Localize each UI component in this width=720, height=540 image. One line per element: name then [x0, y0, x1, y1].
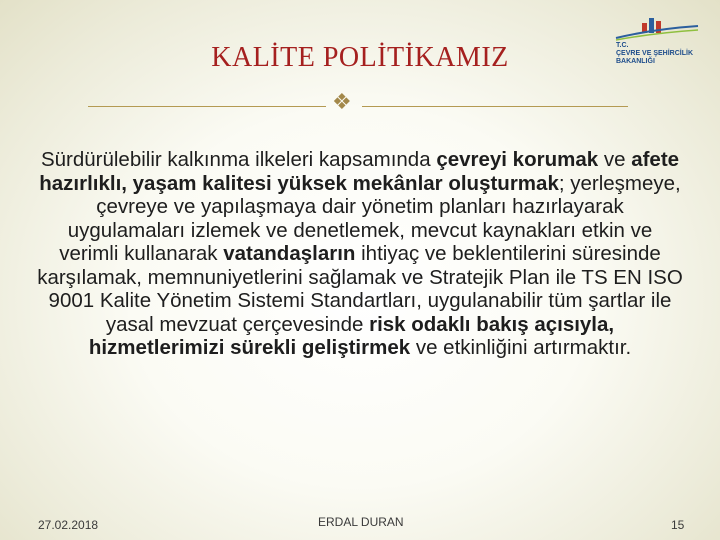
- body-text-segment: ve etkinliğini artırmaktır.: [410, 336, 632, 359]
- body-text-segment: ihtiyaç ve beklentilerini süresinde karşılamak, memnuniyetlerini sağlamak ve Stratejik Plan ile TS EN ISO 9001 Kalite Yönetim Sistemi Standartları, uygulanabilir tüm şartlar ile yasal mevzuat çerçevesinde: [37, 242, 683, 336]
- divider-line-right: [362, 106, 628, 107]
- ministry-logo-graphic: [614, 15, 700, 41]
- bullet-icon: ❖: [332, 90, 352, 115]
- logo-line-3: BAKANLIĞI: [616, 58, 655, 65]
- emphasized-text: vatandaşların: [223, 242, 356, 265]
- logo-line-2: ÇEVRE VE ŞEHİRCİLİK: [616, 50, 694, 57]
- slide-title: KALİTE POLİTİKAMIZ: [211, 42, 509, 73]
- logo-line-1: T.C.: [616, 42, 629, 49]
- emphasized-text: çevreyi korumak: [436, 148, 599, 171]
- body-text-segment: ; yerleşmeye, çevreye ve yapılaşmaya dair yönetim planları hazırlayarak uygulamaları izlemek ve denetlemek, mevcut kaynakları etkin ve verimli kullanarak: [59, 171, 681, 265]
- title-divider: [88, 90, 628, 116]
- body-text-segment: Sürdürülebilir kalkınma ilkeleri kapsamında: [40, 148, 437, 171]
- page-number: 15: [671, 518, 685, 532]
- policy-statement: [36, 148, 684, 360]
- footer-date: 27.02.2018: [38, 518, 99, 532]
- emphasized-text: risk odaklı bakış açısıyla, hizmetlerimizi sürekli geliştirmek: [88, 312, 615, 359]
- body-text-segment: ve: [598, 148, 632, 171]
- footer-author: ERDAL DURAN: [318, 515, 404, 529]
- emphasized-text: afete hazırlıklı, yaşam kalitesi yüksek mekânlar oluşturmak: [39, 148, 680, 195]
- divider-line-left: [88, 106, 326, 107]
- ministry-logo: [614, 15, 700, 67]
